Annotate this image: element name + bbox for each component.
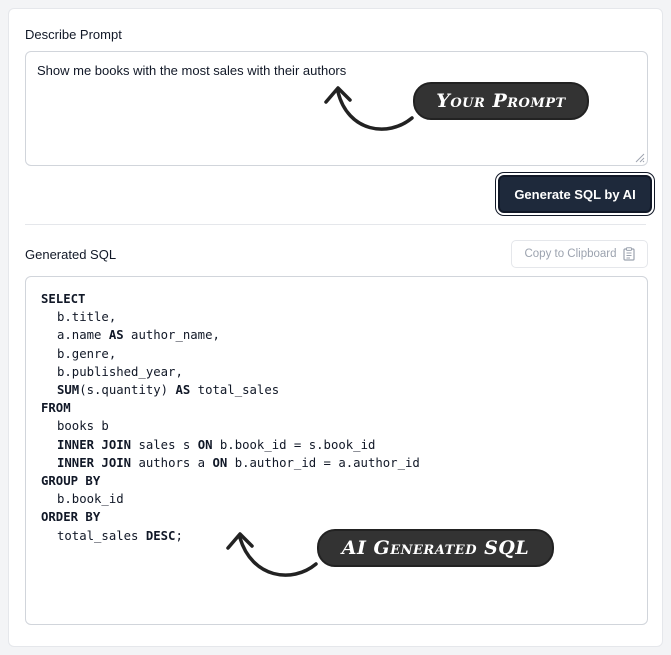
sql-keyword: ON <box>197 437 213 452</box>
sql-line <box>41 308 420 326</box>
sql-line <box>41 345 420 363</box>
sql-token: b.author_id = a.author_id <box>227 455 420 470</box>
sql-token: books b <box>57 419 109 434</box>
sql-line <box>41 381 420 399</box>
sql-line <box>41 326 420 344</box>
sql-keyword: AS <box>108 328 124 343</box>
sql-token: b.title, <box>57 310 117 325</box>
sql-token: b.genre, <box>57 346 117 361</box>
copy-button-label: Copy to Clipboard <box>524 248 617 260</box>
sql-token: (s.quantity) <box>79 383 176 398</box>
sql-keyword: DESC <box>145 528 176 543</box>
ai-generated-sql-callout: AI Generated SQL <box>317 529 554 567</box>
sql-keyword: GROUP BY <box>41 474 101 489</box>
sql-line <box>41 399 420 417</box>
sql-keyword: ON <box>212 455 228 470</box>
sql-line <box>41 508 420 526</box>
sql-keyword: SUM <box>57 383 80 398</box>
sql-keyword: INNER JOIN <box>57 455 132 470</box>
sql-token: total_sales <box>190 383 280 398</box>
clipboard-icon <box>623 247 635 261</box>
prompt-label: Describe Prompt <box>25 27 122 42</box>
your-prompt-callout: Your Prompt <box>413 82 589 120</box>
sql-code <box>41 290 420 545</box>
sql-keyword: AS <box>175 383 191 398</box>
sql-token: authors a <box>131 455 213 470</box>
prompt-text: Show me books with the most sales with their authors <box>37 63 347 78</box>
resize-grip-icon[interactable] <box>634 152 645 163</box>
generate-sql-button[interactable]: Generate SQL by AI <box>498 175 652 213</box>
sql-line <box>41 417 420 435</box>
sql-keyword: ORDER BY <box>41 510 101 525</box>
section-divider <box>25 224 646 225</box>
curved-arrow-icon <box>318 80 418 138</box>
sql-token: ; <box>175 528 183 543</box>
sql-token: b.published_year, <box>57 364 183 379</box>
sql-line <box>41 290 420 308</box>
sql-token: total_sales <box>57 528 146 543</box>
sql-token: b.book_id <box>57 492 124 507</box>
sql-line <box>41 490 420 508</box>
sql-token: a.name <box>57 328 109 343</box>
sql-token: b.book_id = s.book_id <box>212 437 376 452</box>
copy-to-clipboard-button[interactable] <box>511 240 648 268</box>
sql-keyword: INNER JOIN <box>57 437 132 452</box>
sql-line <box>41 472 420 490</box>
sql-line <box>41 363 420 381</box>
generated-sql-box[interactable] <box>25 276 648 625</box>
sql-keyword: FROM <box>41 401 71 416</box>
sql-token: sales s <box>131 437 198 452</box>
curved-arrow-icon <box>222 526 322 584</box>
generated-sql-label: Generated SQL <box>25 247 117 262</box>
sql-line <box>41 436 420 454</box>
sql-token: author_name, <box>123 328 220 343</box>
sql-line <box>41 454 420 472</box>
sql-keyword: SELECT <box>41 292 86 306</box>
